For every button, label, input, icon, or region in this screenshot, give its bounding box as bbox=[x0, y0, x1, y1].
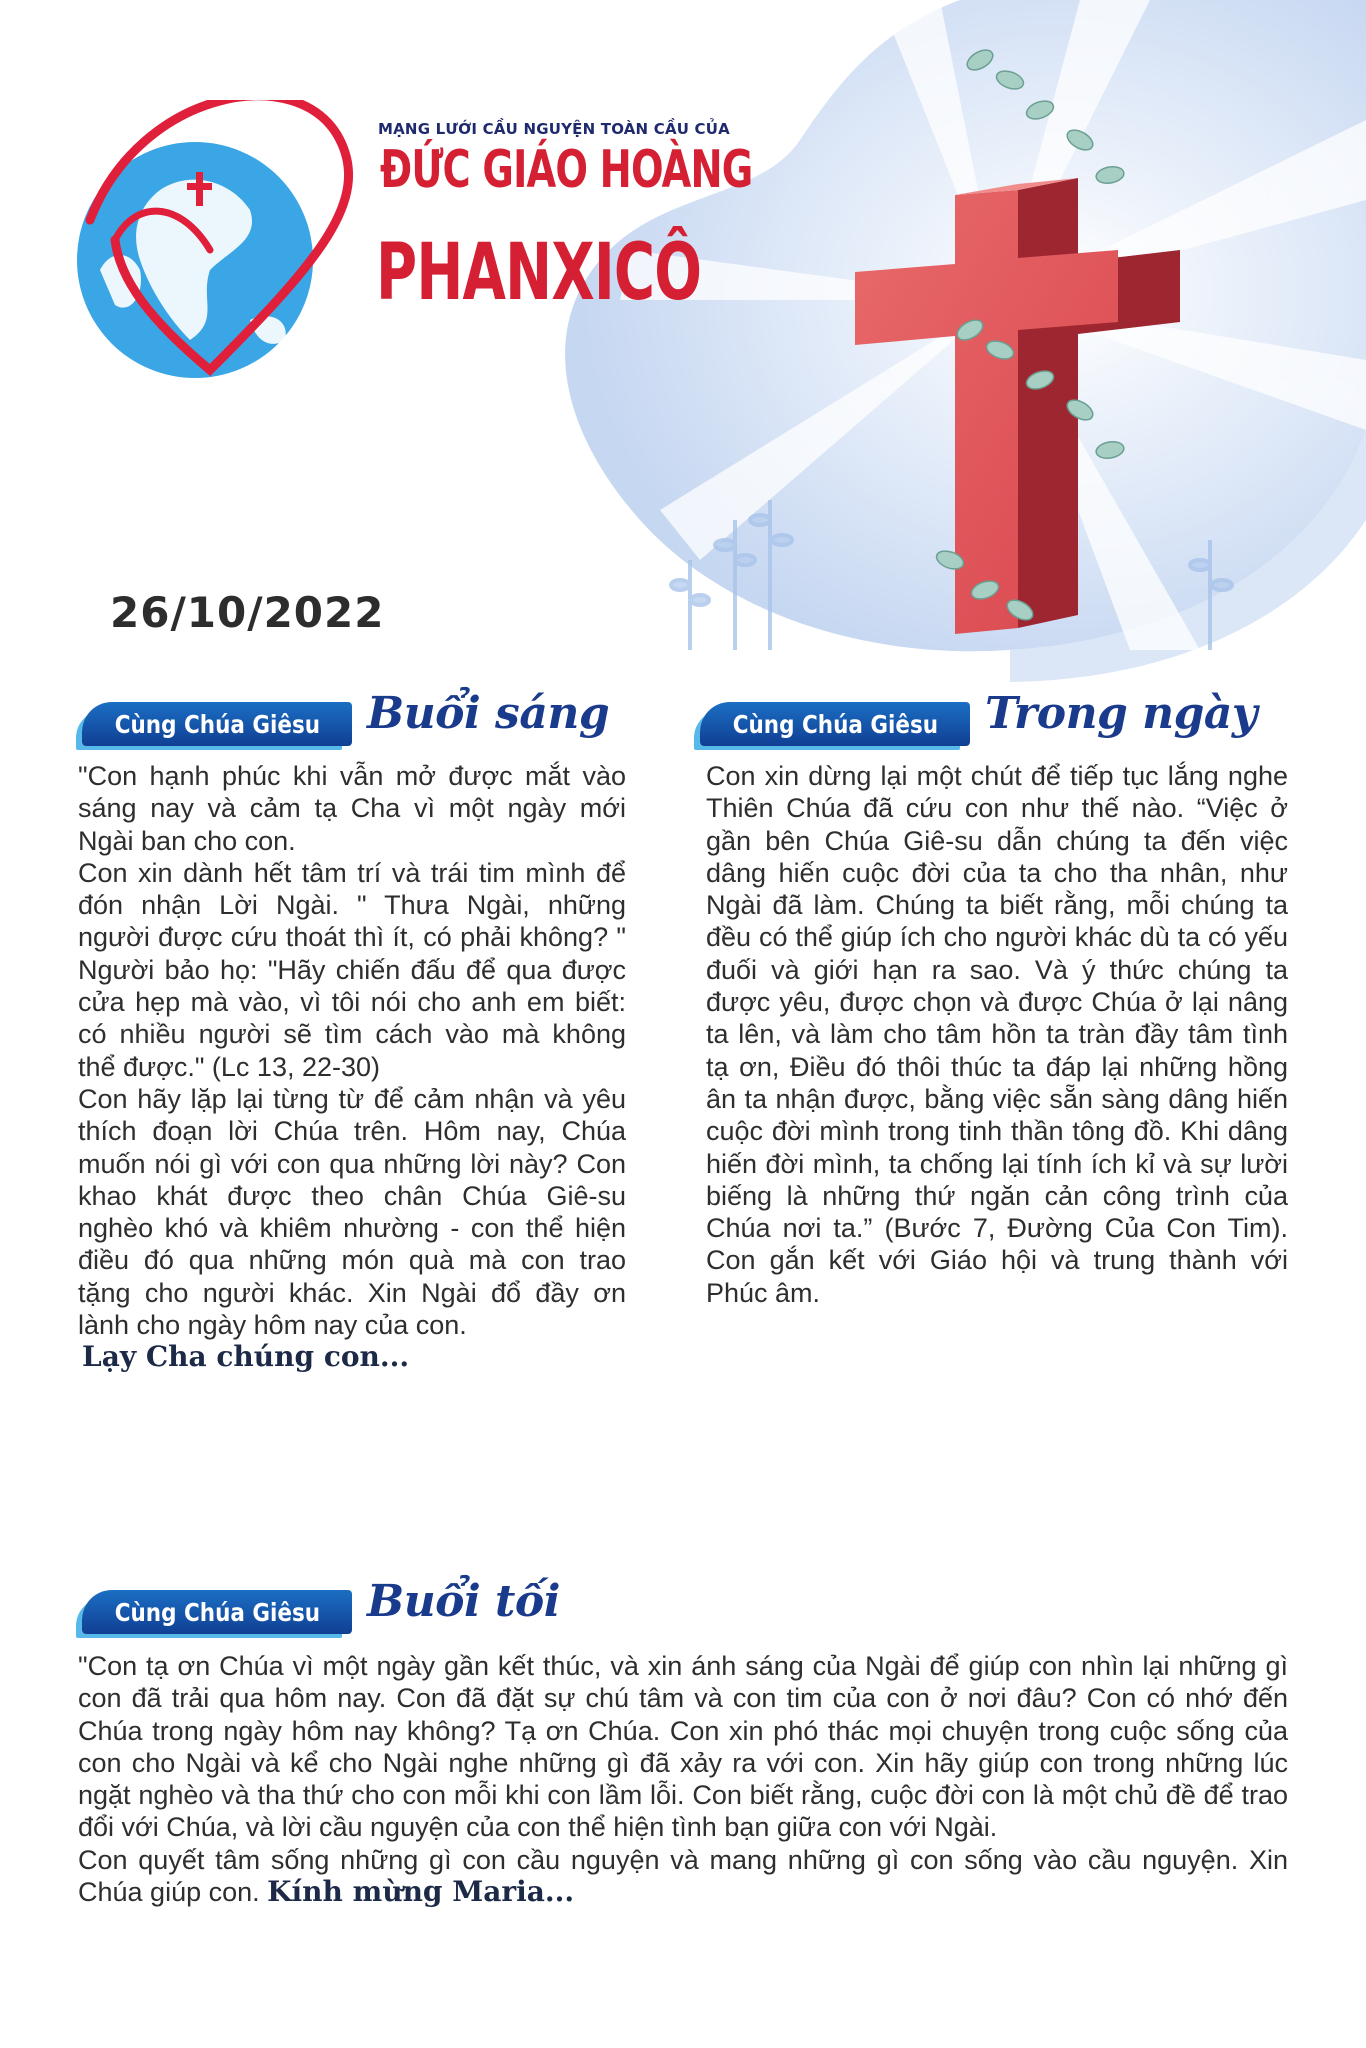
date-label: 26/10/2022 bbox=[110, 588, 385, 637]
morning-closing: Lạy Cha chúng con... bbox=[82, 1340, 410, 1374]
evening-text bbox=[78, 1650, 1288, 1908]
morning-tag: Cùng Chúa Giêsu bbox=[82, 702, 352, 746]
logo-tagline: MẠNG LƯỚI CẦU NGUYỆN TOÀN CẦU CỦA bbox=[378, 120, 730, 138]
evening-tag: Cùng Chúa Giêsu bbox=[82, 1590, 352, 1634]
evening-title: Buổi tối bbox=[367, 1576, 560, 1627]
day-text bbox=[706, 760, 1288, 1309]
morning-text bbox=[78, 760, 626, 1374]
evening-closing: Kính mừng Maria... bbox=[267, 1875, 575, 1909]
morning-body: "Con hạnh phúc khi vẫn mở được mắt vào sáng nay và cảm tạ Cha vì một ngày mới Ngài ban cho con. Con xin dành hết tâm trí và trái tim mình để đón nhận Lời Ngài. " Thưa Ngài, những người được cứu thoát thì ít, có phải không? " Người bảo họ: "Hãy chiến đấu để qua được cửa hẹp mà vào, vì tôi nói cho anh em biết: có nhiều người sẽ tìm cách vào mà không thể được." (Lc 13, 22-30) Con hãy lặp lại từng từ để cảm nhận và yêu thích đoạn lời Chúa trên. Hôm nay, Chúa muốn nói gì với con qua những lời này? Con khao khát được theo chân Chúa Giê-su nghèo khó và khiêm nhường - con thể hiện điều đó qua những món quà mà con trao tặng cho người khác. Xin Ngài đổ đầy ơn lành cho ngày hôm nay của con. bbox=[78, 761, 626, 1341]
day-header bbox=[700, 688, 1340, 754]
logo-title-line1: ĐỨC GIÁO HOÀNG bbox=[380, 140, 753, 200]
day-title: Trong ngày bbox=[985, 688, 1257, 739]
morning-header bbox=[82, 688, 682, 754]
day-body: Con xin dừng lại một chút để tiếp tục lắng nghe Thiên Chúa đã cứu con như thế nào. “Việc ở gần bên Chúa Giê-su dẫn chúng ta đến việc dâng hiến cuộc đời của ta cho tha nhân, như Ngài đã làm. Chúng ta biết rằng, mỗi chúng ta đều có thể giúp ích cho người khác dù ta có yếu đuối và giới hạn ra sao. Và ý thức chúng ta được yêu, được chọn và được Chúa ở lại nâng ta lên, và làm cho tâm hồn ta tràn đầy tâm tình tạ ơn, Điều đó thôi thúc ta đáp lại những hồng ân ta nhận được, bằng việc sẵn sàng dâng hiến cuộc đời mình trong tinh thần tông đồ. Khi dâng hiến đời mình, ta chống lại tính ích kỉ và sự lười biếng là những thứ ngăn cản công trình của Chúa nơi ta.” (Bước 7, Đường Của Con Tim). Con gắn kết với Giáo hội và trung thành với Phúc âm. bbox=[706, 761, 1288, 1308]
morning-title: Buổi sáng bbox=[367, 688, 610, 739]
day-tag: Cùng Chúa Giêsu bbox=[700, 702, 970, 746]
evening-body: "Con tạ ơn Chúa vì một ngày gần kết thúc, và xin ánh sáng của Ngài để giúp con nhìn lại những gì con đã trải qua hôm nay. Con đã đặt sự chú tâm và con tim của con ở nơi đâu? Con có nhớ đến Chúa trong ngày hôm nay không? Tạ ơn Chúa. Con xin phó thác mọi chuyện trong cuộc sống của con cho Ngài và kể cho Ngài nghe những gì đã xảy ra với con. Xin hãy giúp con trong những lúc ngặt nghèo và tha thứ cho con mỗi khi con lầm lỗi. Con biết rằng, cuộc đời con là một chủ đề để trao đổi với Chúa, và lời cầu nguyện của con thể hiện tình bạn giữa con với Ngài. Con quyết tâm sống những gì con cầu nguyện và mang những gì con sống vào cầu nguyện. Xin Chúa giúp con. bbox=[78, 1651, 1288, 1908]
evening-header bbox=[82, 1576, 682, 1642]
globe-heart-logo bbox=[60, 100, 380, 390]
logo-title-line2: PHANXICÔ bbox=[376, 228, 702, 318]
